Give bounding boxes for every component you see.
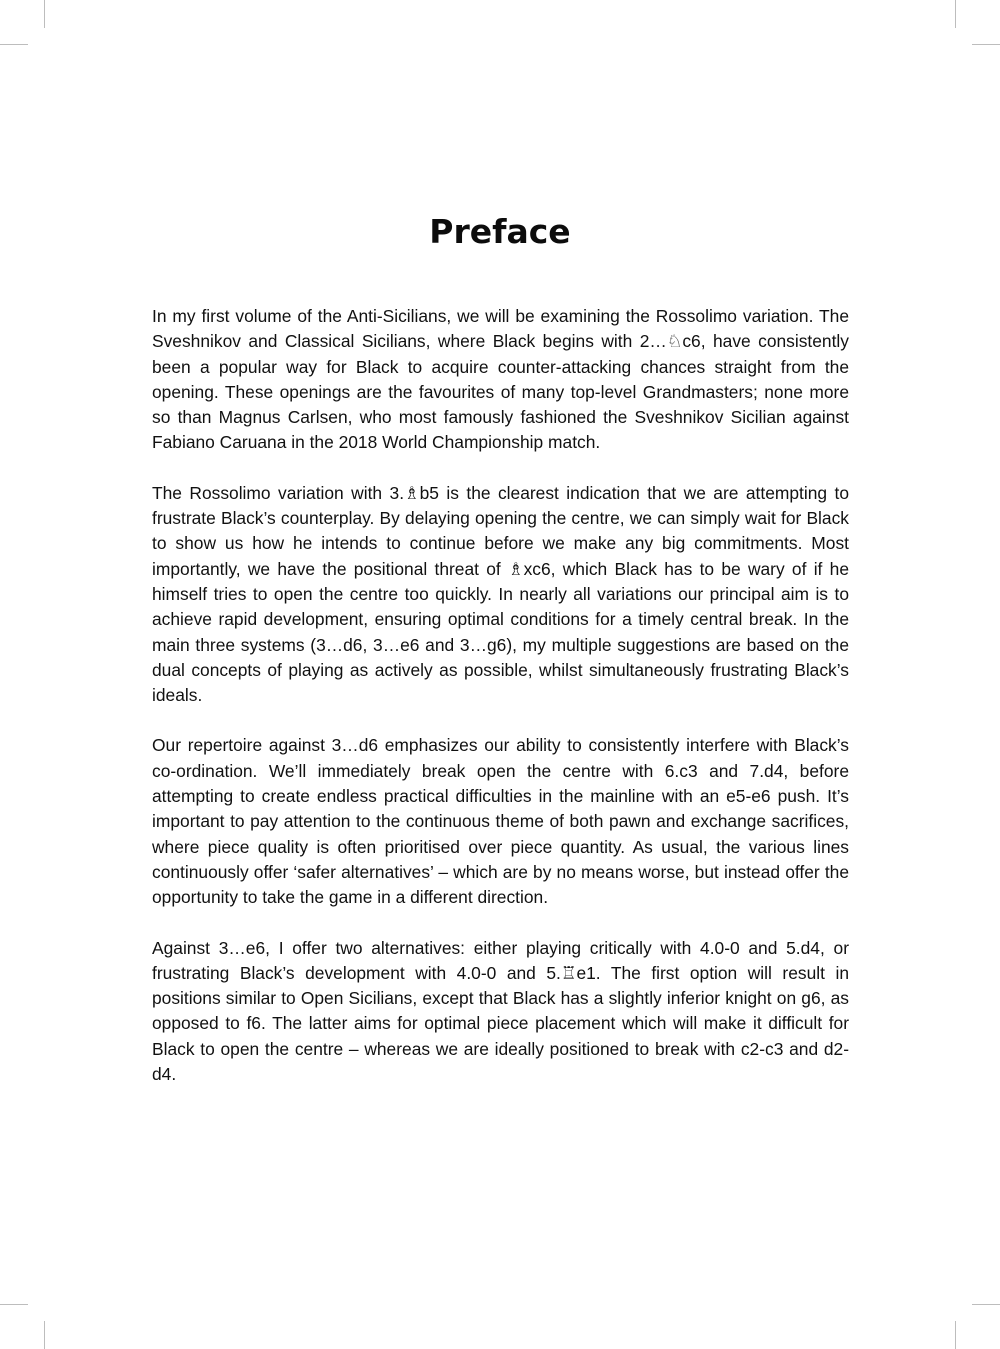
crop-mark-bottom-left-horizontal <box>0 1304 28 1305</box>
crop-mark-bottom-left-vertical <box>44 1321 45 1349</box>
paragraph-1: In my first volume of the Anti-Sicilians, we will be examining the Rossolimo variation. The Sveshnikov and Classical Sicilians, where Black begins with 2…♘c6, have consistently been a popular way for Black to acquire counter-attacking chances straight from the opening. These openings are the favourites of many top-level Grandmasters; none more so than Magnus Carlsen, who most famously fashioned the Sveshnikov Sicilian against Fabiano Caruana in the 2018 World Championship match. <box>152 306 849 453</box>
crop-mark-top-right-horizontal <box>972 44 1000 45</box>
page-title: Preface <box>429 212 571 251</box>
paragraph-3: Our repertoire against 3…d6 emphasizes our ability to consistently interfere with Black’s co-ordination. We’ll immediately break open the centre with 6.c3 and 7.d4, before attempting to create endless practical difficulties in the mainline with an e5-e6 push. It’s important to pay attention to the continuous theme of both pawn and exchange sacrifices, where piece quality is often prioritised over piece quantity. As usual, the various lines continuously offer ‘safer alternatives’ – which are by no means worse, but instead offer the opportunity to take the game in a different direction. <box>152 735 849 908</box>
preface-body <box>152 304 849 1112</box>
crop-mark-top-left-vertical <box>44 0 45 28</box>
crop-mark-top-left-horizontal <box>0 44 28 45</box>
crop-mark-bottom-right-vertical <box>955 1321 956 1349</box>
crop-mark-bottom-right-horizontal <box>972 1304 1000 1305</box>
crop-mark-top-right-vertical <box>955 0 956 28</box>
paragraph-2: The Rossolimo variation with 3.♗b5 is the clearest indication that we are attempting to frustrate Black’s counterplay. By delaying opening the centre, we can simply wait for Black to show us how he intends to continue before we make any big commitments. Most importantly, we have the positional threat of ♗xc6, which Black has to be wary of if he himself tries to open the centre too quickly. In nearly all variations our principal aim is to achieve rapid development, ensuring optimal conditions for a timely central break. In the main three systems (3…d6, 3…e6 and 3…g6), my multiple suggestions are based on the dual concepts of playing as actively as possible, whilst simultaneously frustrating Black’s ideals. <box>152 482 849 706</box>
paragraph-4: Against 3…e6, I offer two alternatives: either playing critically with 4.0-0 and 5.d4, or frustrating Black’s development with 4.0-0 and 5.♖e1. The first option will result in positions similar to Open Sicilians, except that Black has a slightly inferior knight on g6, as opposed to f6. The latter aims for optimal piece placement which will make it difficult for Black to open the centre – whereas we are ideally positioned to break with c2-c3 and d2-d4. <box>152 937 849 1085</box>
